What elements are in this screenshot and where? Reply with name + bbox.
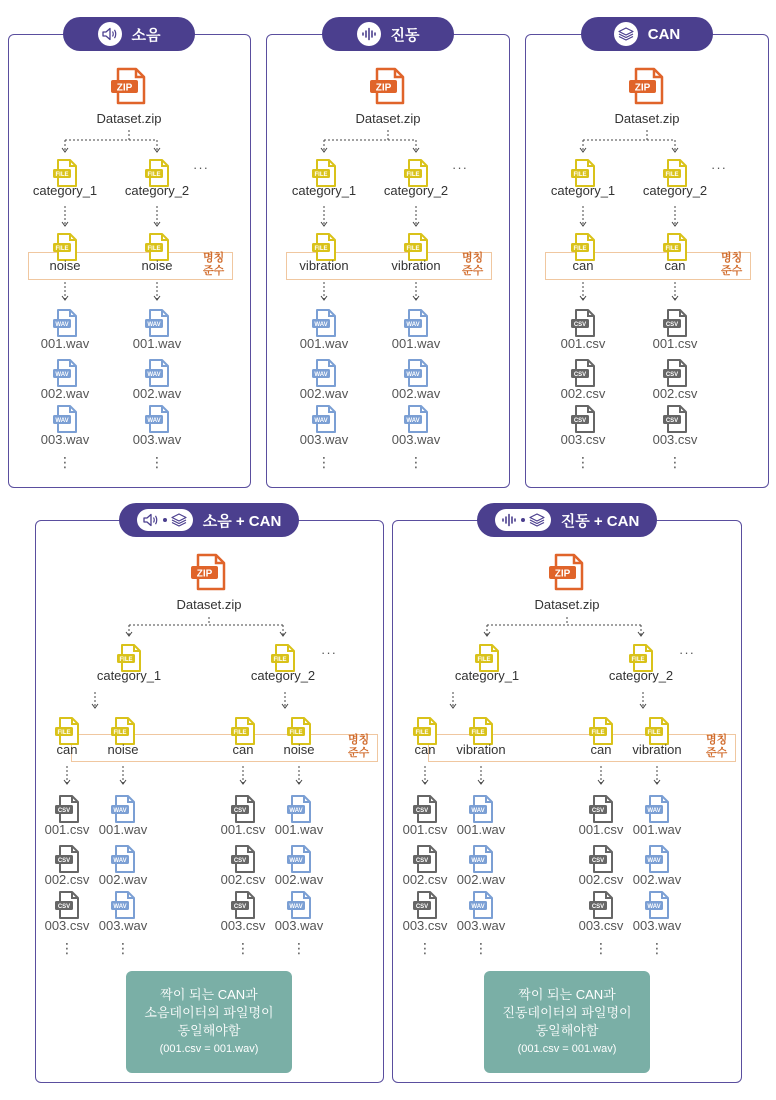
svg-text:WAV: WAV xyxy=(647,904,661,911)
file-name: 001.csv xyxy=(402,822,448,837)
note-line-2: 소음데이터의 파일명이 xyxy=(144,1005,274,1020)
zip-icon xyxy=(189,552,229,597)
svg-text:FILE: FILE xyxy=(314,172,328,179)
speaker-icon xyxy=(98,22,122,46)
combo-panel-1-title: 진동 + CAN xyxy=(560,512,640,530)
category-1-label: category_1 xyxy=(96,668,162,683)
leaf-folder-label: can xyxy=(232,742,254,757)
more-icon: ⋮ xyxy=(60,940,74,956)
leaf-folder-label: vibration xyxy=(299,258,349,273)
svg-text:FILE: FILE xyxy=(471,730,485,737)
zip-icon xyxy=(547,552,587,597)
file-name: 002.csv xyxy=(220,872,266,887)
more-icon: ⋮ xyxy=(594,940,608,956)
naming-line-1: 명칭 xyxy=(462,252,484,264)
file-name: 002.csv xyxy=(44,872,90,887)
category-1-label: category_1 xyxy=(454,668,520,683)
file-name: 003.csv xyxy=(578,918,624,933)
svg-text:CSV: CSV xyxy=(591,808,605,815)
file-name: 001.wav xyxy=(632,822,682,837)
file-name: 003.wav xyxy=(40,432,90,447)
naming-line-2: 준수 xyxy=(462,265,484,277)
naming-line-2: 준수 xyxy=(706,747,728,759)
panel-0-title: 소음 xyxy=(131,26,161,44)
file-name: 002.wav xyxy=(132,386,182,401)
svg-text:WAV: WAV xyxy=(314,418,328,425)
naming-line-1: 명칭 xyxy=(721,252,743,264)
panel-0-naming-note xyxy=(203,252,224,278)
combo-icons xyxy=(137,509,193,531)
leaf-folder-label: noise xyxy=(141,258,173,273)
svg-text:WAV: WAV xyxy=(406,418,420,425)
dataset-label: Dataset.zip xyxy=(96,111,162,126)
svg-text:FILE: FILE xyxy=(55,172,69,179)
ellipsis-icon: ··· xyxy=(193,160,209,175)
file-name: 001.wav xyxy=(274,822,324,837)
file-name: 003.wav xyxy=(299,432,349,447)
panel-2-title: CAN xyxy=(647,25,681,43)
svg-text:CSV: CSV xyxy=(57,808,71,815)
svg-text:FILE: FILE xyxy=(647,730,661,737)
svg-text:FILE: FILE xyxy=(289,730,303,737)
leaf-folder-label: can xyxy=(56,742,78,757)
file-name: 003.csv xyxy=(44,918,90,933)
dataset-label: Dataset.zip xyxy=(614,111,680,126)
zip-icon xyxy=(368,66,408,111)
file-name: 001.csv xyxy=(652,336,698,351)
combo-panel-1-title-pill xyxy=(477,503,657,537)
svg-text:WAV: WAV xyxy=(647,808,661,815)
panel-1-title: 진동 xyxy=(390,26,420,44)
dataset-label: Dataset.zip xyxy=(176,597,242,612)
svg-text:ZIP: ZIP xyxy=(196,568,213,580)
svg-text:WAV: WAV xyxy=(113,904,127,911)
naming-line-1: 명칭 xyxy=(706,734,728,746)
more-icon: ⋮ xyxy=(474,940,488,956)
zip-icon xyxy=(109,66,149,111)
file-name: 002.wav xyxy=(456,872,506,887)
dataset-label: Dataset.zip xyxy=(534,597,600,612)
category-2-label: category_2 xyxy=(250,668,316,683)
leaf-folder-label: vibration xyxy=(391,258,441,273)
file-name: 001.wav xyxy=(98,822,148,837)
leaf-folder-label: noise xyxy=(107,742,139,757)
file-name: 002.csv xyxy=(402,872,448,887)
file-name: 002.wav xyxy=(632,872,682,887)
file-name: 001.csv xyxy=(220,822,266,837)
file-name: 003.wav xyxy=(456,918,506,933)
svg-text:WAV: WAV xyxy=(289,904,303,911)
svg-text:WAV: WAV xyxy=(289,808,303,815)
panel-1-title-pill xyxy=(322,17,454,51)
file-name: 003.wav xyxy=(98,918,148,933)
svg-text:CSV: CSV xyxy=(573,322,587,329)
more-icon: ⋮ xyxy=(650,940,664,956)
svg-text:CSV: CSV xyxy=(233,858,247,865)
svg-text:WAV: WAV xyxy=(406,322,420,329)
svg-text:FILE: FILE xyxy=(573,172,587,179)
file-name: 001.wav xyxy=(132,336,182,351)
svg-text:CSV: CSV xyxy=(665,372,679,379)
file-name: 002.wav xyxy=(40,386,90,401)
svg-text:ZIP: ZIP xyxy=(116,82,133,94)
naming-line-2: 준수 xyxy=(348,747,370,759)
note-line-1: 짝이 되는 CAN과 xyxy=(518,987,616,1002)
file-name: 003.csv xyxy=(402,918,448,933)
svg-text:CSV: CSV xyxy=(573,372,587,379)
svg-text:WAV: WAV xyxy=(314,372,328,379)
file-name: 002.wav xyxy=(299,386,349,401)
svg-text:FILE: FILE xyxy=(477,657,491,664)
more-icon: ⋮ xyxy=(116,940,130,956)
svg-text:ZIP: ZIP xyxy=(634,82,651,94)
svg-text:WAV: WAV xyxy=(647,858,661,865)
more-icon: ⋮ xyxy=(668,454,682,470)
svg-text:WAV: WAV xyxy=(471,858,485,865)
file-name: 002.wav xyxy=(98,872,148,887)
file-name: 002.csv xyxy=(560,386,606,401)
file-name: 001.csv xyxy=(44,822,90,837)
category-2-label: category_2 xyxy=(608,668,674,683)
ellipsis-icon: ··· xyxy=(711,160,727,175)
svg-text:CSV: CSV xyxy=(415,808,429,815)
svg-text:WAV: WAV xyxy=(113,808,127,815)
svg-text:FILE: FILE xyxy=(273,657,287,664)
leaf-folder-label: can xyxy=(414,742,436,757)
combo-panel-0-note xyxy=(126,971,292,1073)
layers-icon xyxy=(614,22,638,46)
svg-text:CSV: CSV xyxy=(591,904,605,911)
note-line-1: 짝이 되는 CAN과 xyxy=(160,987,258,1002)
file-name: 003.wav xyxy=(274,918,324,933)
file-name: 003.csv xyxy=(560,432,606,447)
svg-text:ZIP: ZIP xyxy=(375,82,392,94)
more-icon: ⋮ xyxy=(292,940,306,956)
svg-text:FILE: FILE xyxy=(57,730,71,737)
svg-text:WAV: WAV xyxy=(147,322,161,329)
file-name: 002.csv xyxy=(652,386,698,401)
svg-text:FILE: FILE xyxy=(665,246,679,253)
file-name: 003.wav xyxy=(391,432,441,447)
naming-line-2: 준수 xyxy=(203,265,225,277)
leaf-folder-label: noise xyxy=(49,258,81,273)
svg-text:WAV: WAV xyxy=(314,322,328,329)
svg-text:FILE: FILE xyxy=(573,246,587,253)
ellipsis-icon: ··· xyxy=(452,160,468,175)
ellipsis-icon: ··· xyxy=(679,645,695,660)
file-name: 003.wav xyxy=(132,432,182,447)
svg-text:FILE: FILE xyxy=(665,172,679,179)
svg-text:WAV: WAV xyxy=(471,808,485,815)
svg-text:FILE: FILE xyxy=(591,730,605,737)
note-line-4: (001.csv = 001.wav) xyxy=(517,1043,617,1055)
combo-panel-1-naming-note xyxy=(706,734,727,760)
file-name: 003.csv xyxy=(220,918,266,933)
svg-text:CSV: CSV xyxy=(233,904,247,911)
svg-text:CSV: CSV xyxy=(665,322,679,329)
svg-text:WAV: WAV xyxy=(55,418,69,425)
svg-text:FILE: FILE xyxy=(631,657,645,664)
svg-text:WAV: WAV xyxy=(55,372,69,379)
svg-text:CSV: CSV xyxy=(573,418,587,425)
file-name: 001.csv xyxy=(578,822,624,837)
vibration-icon xyxy=(357,22,381,46)
combo-icons xyxy=(495,509,551,531)
zip-icon xyxy=(627,66,667,111)
file-name: 002.wav xyxy=(391,386,441,401)
svg-text:FILE: FILE xyxy=(113,730,127,737)
panel-2-naming-note xyxy=(721,252,742,278)
svg-text:CSV: CSV xyxy=(57,904,71,911)
svg-text:WAV: WAV xyxy=(147,372,161,379)
svg-text:FILE: FILE xyxy=(233,730,247,737)
svg-text:CSV: CSV xyxy=(665,418,679,425)
ellipsis-icon: ··· xyxy=(321,645,337,660)
leaf-folder-label: can xyxy=(572,258,594,273)
more-icon: ⋮ xyxy=(576,454,590,470)
svg-text:WAV: WAV xyxy=(406,372,420,379)
more-icon: ⋮ xyxy=(236,940,250,956)
file-name: 001.wav xyxy=(456,822,506,837)
panel-0-title-pill xyxy=(63,17,195,51)
svg-text:FILE: FILE xyxy=(147,172,161,179)
category-1-label: category_1 xyxy=(32,183,98,198)
leaf-folder-label: can xyxy=(664,258,686,273)
file-name: 001.wav xyxy=(40,336,90,351)
naming-line-2: 준수 xyxy=(721,265,743,277)
more-icon: ⋮ xyxy=(409,454,423,470)
svg-text:WAV: WAV xyxy=(471,904,485,911)
category-2-label: category_2 xyxy=(124,183,190,198)
svg-text:FILE: FILE xyxy=(147,246,161,253)
naming-line-1: 명칭 xyxy=(348,734,370,746)
svg-text:FILE: FILE xyxy=(55,246,69,253)
svg-text:FILE: FILE xyxy=(406,172,420,179)
note-line-3: 동일해야함 xyxy=(177,1023,241,1038)
svg-text:CSV: CSV xyxy=(415,858,429,865)
leaf-folder-label: vibration xyxy=(632,742,682,757)
category-1-label: category_1 xyxy=(550,183,616,198)
svg-text:ZIP: ZIP xyxy=(554,568,571,580)
file-name: 001.wav xyxy=(299,336,349,351)
panel-1-naming-note xyxy=(462,252,483,278)
file-name: 003.csv xyxy=(652,432,698,447)
leaf-folder-label: noise xyxy=(283,742,315,757)
combo-panel-1-note xyxy=(484,971,650,1073)
svg-text:CSV: CSV xyxy=(57,858,71,865)
svg-text:WAV: WAV xyxy=(289,858,303,865)
svg-text:FILE: FILE xyxy=(406,246,420,253)
svg-text:FILE: FILE xyxy=(415,730,429,737)
file-name: 001.wav xyxy=(391,336,441,351)
category-1-label: category_1 xyxy=(291,183,357,198)
more-icon: ⋮ xyxy=(58,454,72,470)
naming-line-1: 명칭 xyxy=(203,252,225,264)
svg-text:FILE: FILE xyxy=(119,657,133,664)
leaf-folder-label: vibration xyxy=(456,742,506,757)
combo-panel-0-naming-note xyxy=(348,734,369,760)
dataset-label: Dataset.zip xyxy=(355,111,421,126)
svg-text:CSV: CSV xyxy=(591,858,605,865)
svg-text:CSV: CSV xyxy=(415,904,429,911)
more-icon: ⋮ xyxy=(150,454,164,470)
more-icon: ⋮ xyxy=(317,454,331,470)
svg-text:CSV: CSV xyxy=(233,808,247,815)
svg-text:WAV: WAV xyxy=(113,858,127,865)
panel-2-title-pill xyxy=(581,17,713,51)
combo-panel-0-title-pill xyxy=(119,503,299,537)
file-name: 001.csv xyxy=(560,336,606,351)
svg-text:FILE: FILE xyxy=(314,246,328,253)
category-2-label: category_2 xyxy=(383,183,449,198)
category-2-label: category_2 xyxy=(642,183,708,198)
note-line-2: 진동데이터의 파일명이 xyxy=(502,1005,632,1020)
file-name: 002.wav xyxy=(274,872,324,887)
more-icon: ⋮ xyxy=(418,940,432,956)
note-line-3: 동일해야함 xyxy=(535,1023,599,1038)
file-name: 003.wav xyxy=(632,918,682,933)
combo-panel-0-title: 소음 + CAN xyxy=(202,512,282,530)
file-name: 002.csv xyxy=(578,872,624,887)
svg-text:WAV: WAV xyxy=(147,418,161,425)
svg-text:WAV: WAV xyxy=(55,322,69,329)
note-line-4: (001.csv = 001.wav) xyxy=(159,1043,259,1055)
leaf-folder-label: can xyxy=(590,742,612,757)
